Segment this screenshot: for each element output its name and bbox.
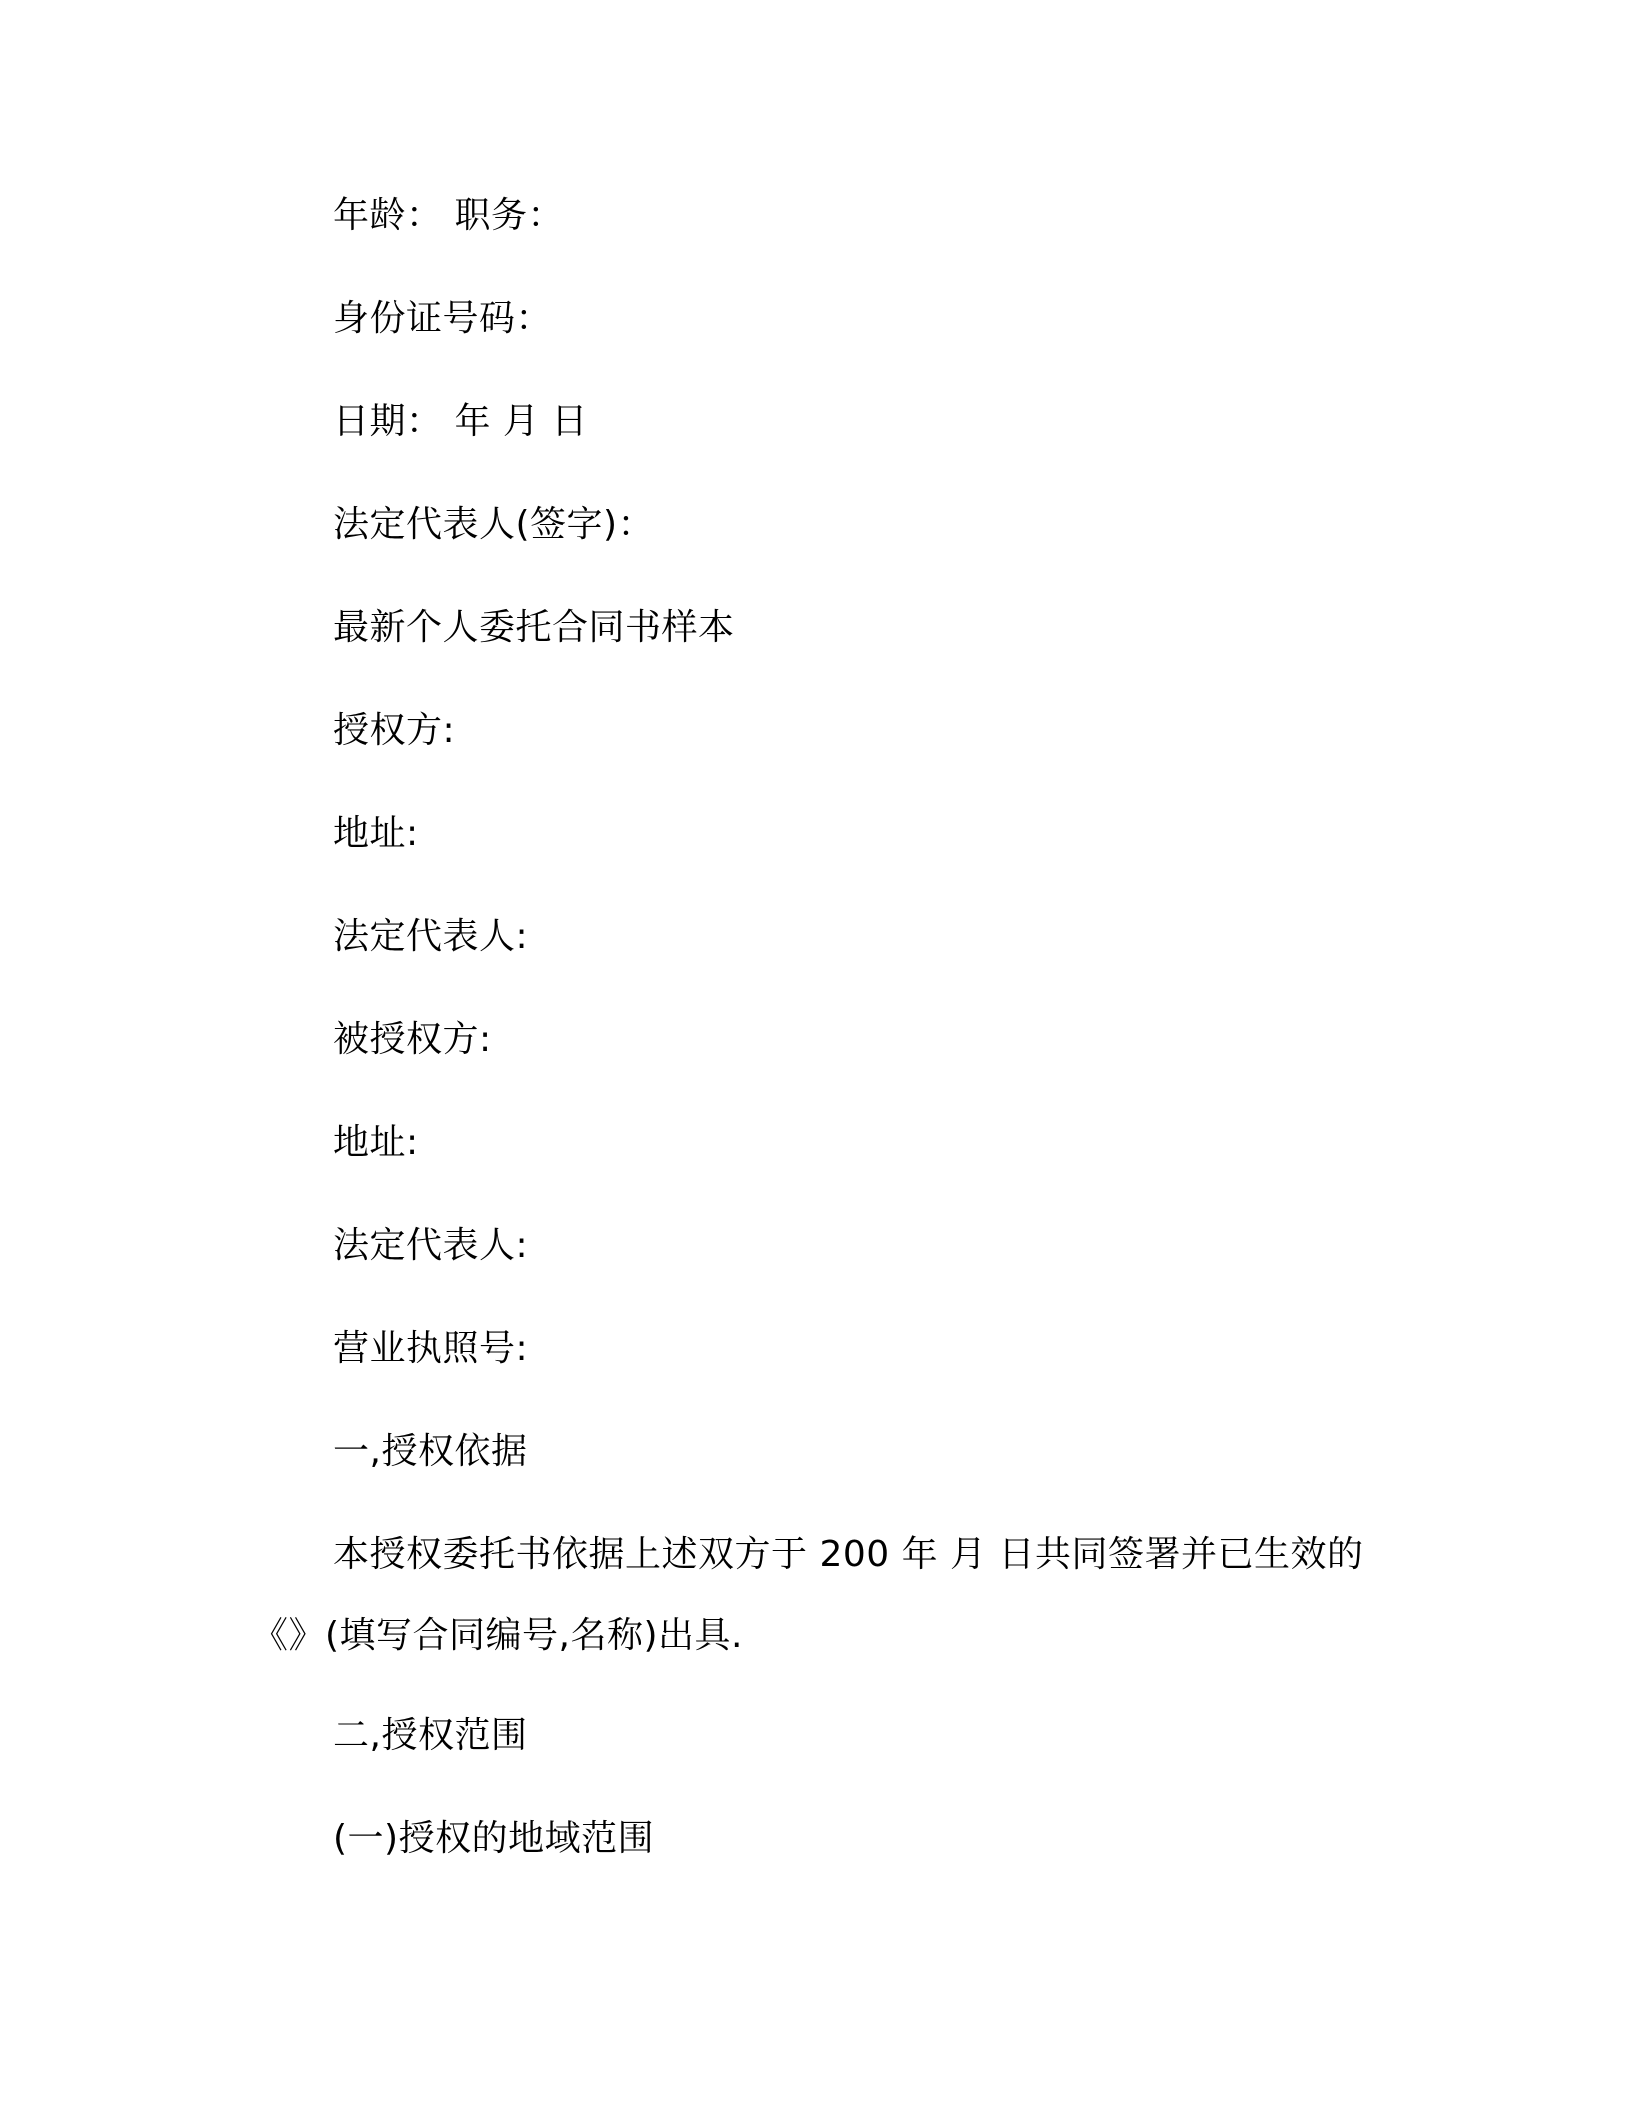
legal-rep-signature-line: 法定代表人(签字)：: [333, 504, 655, 545]
grantor-legal-rep-line: 法定代表人:: [333, 916, 529, 957]
basis-paragraph-line-1: 本授权委托书依据上述双方于 200 年 月 日共同签署并已生效的: [333, 1534, 1364, 1575]
grantor-address-line: 地址:: [333, 813, 419, 854]
grantor-line: 授权方:: [333, 710, 456, 751]
grantee-line: 被授权方:: [333, 1019, 492, 1060]
subsection-heading-region: (一)授权的地域范围: [333, 1818, 655, 1859]
section-heading-scope: 二,授权范围: [333, 1715, 528, 1756]
grantee-address-line: 地址:: [333, 1122, 419, 1163]
basis-paragraph-line-2: 《》(填写合同编号,名称)出具.: [252, 1615, 743, 1656]
id-number-line: 身份证号码：: [333, 298, 553, 339]
section-heading-basis: 一,授权依据: [333, 1431, 528, 1472]
business-license-line: 营业执照号:: [333, 1328, 529, 1369]
grantee-legal-rep-line: 法定代表人:: [333, 1225, 529, 1266]
document-title: 最新个人委托合同书样本: [333, 607, 735, 648]
date-line: 日期： 年 月 日: [333, 401, 588, 442]
age-position-line: 年龄： 职务：: [333, 195, 564, 236]
